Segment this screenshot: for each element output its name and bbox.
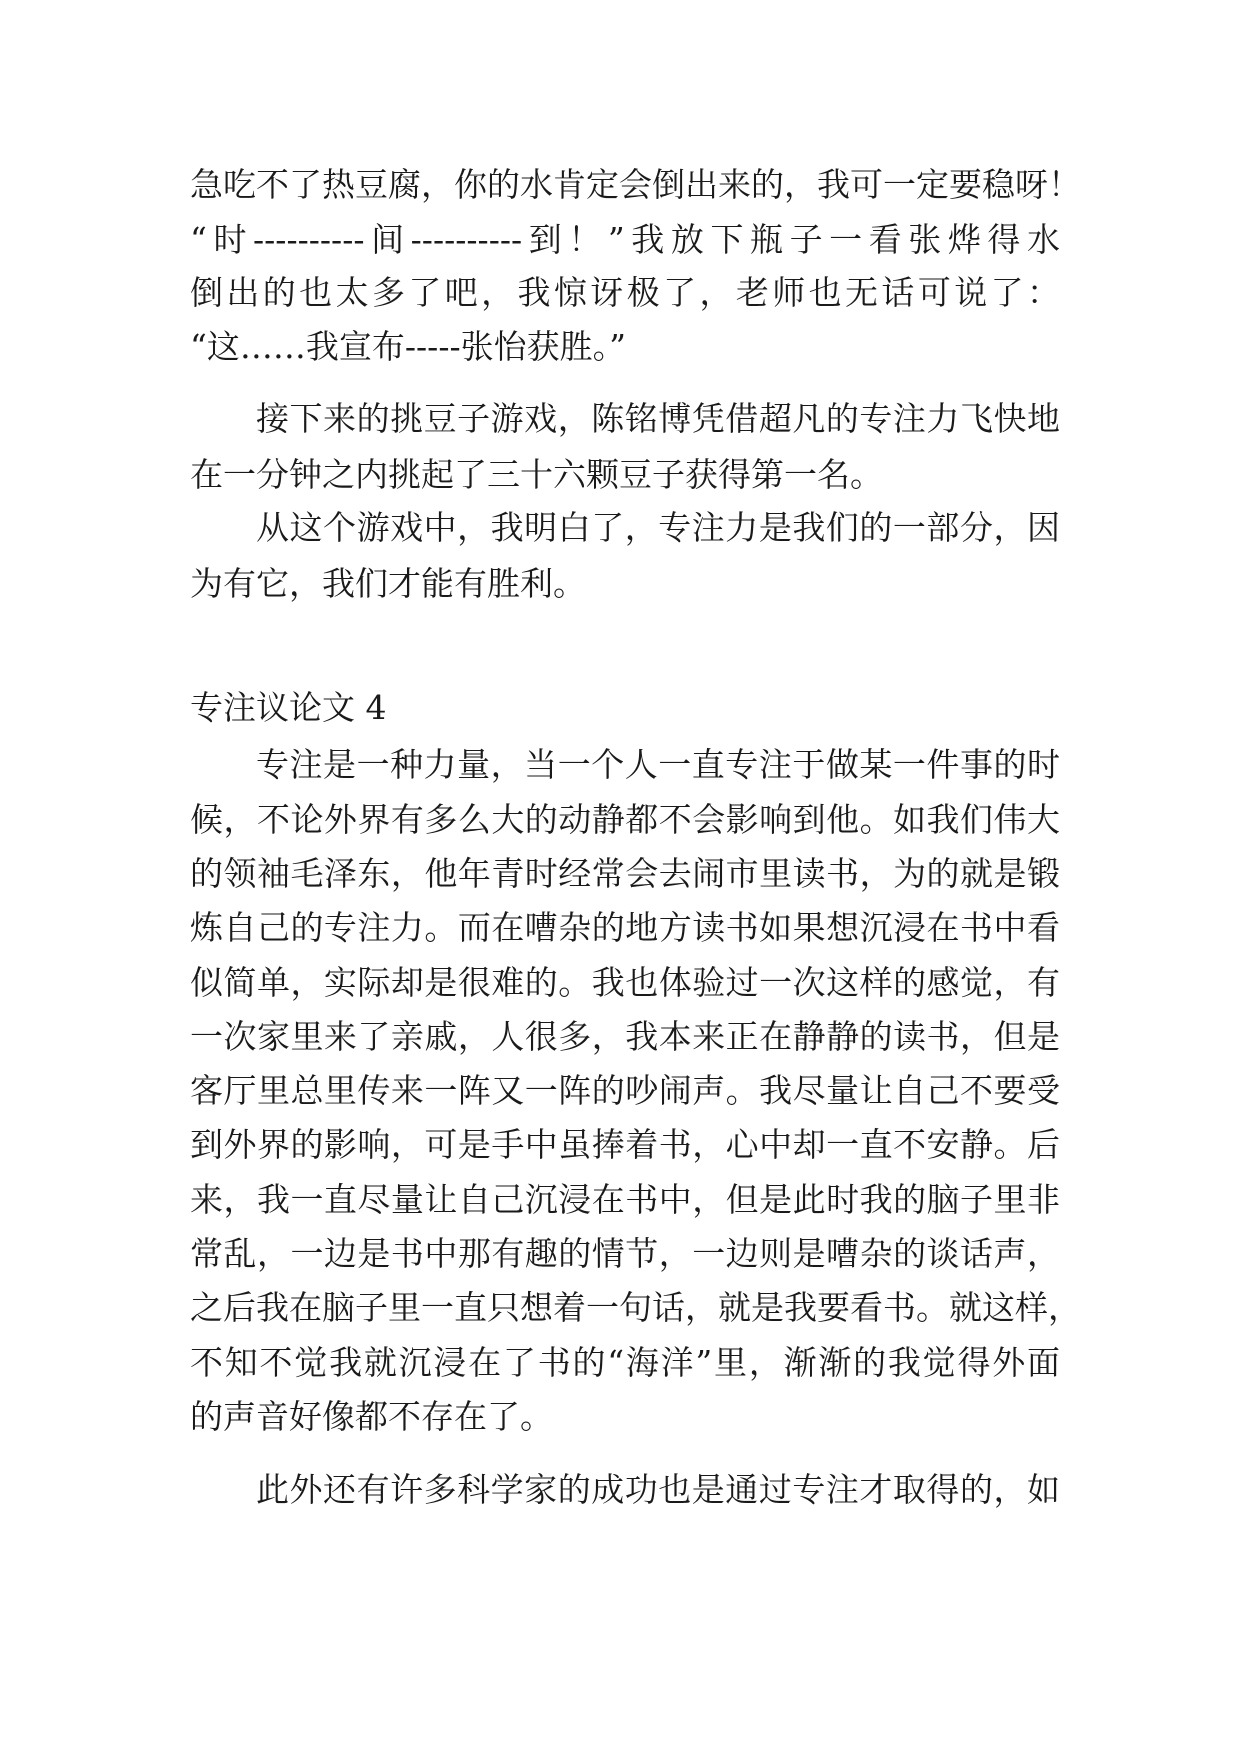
text-line: 接下来的挑豆子游戏，陈铭博凭借超凡的专注力飞快地 (256, 399, 1060, 438)
text-line: 专注是一种力量，当一个人一直专注于做某一件事的时 (256, 745, 1060, 784)
text-line: “时----------间----------到！”我放下瓶子一看张烨得水 (190, 220, 1060, 259)
text-line: 不知不觉我就沉浸在了书的“海洋”里，渐渐的我觉得外面 (190, 1343, 1060, 1382)
text-line: 在一分钟之内挑起了三十六颗豆子获得第一名。 (190, 455, 883, 494)
text-line: “这……我宣布-----张怡获胜。” (190, 327, 626, 366)
text-line: 炼自己的专注力。而在嘈杂的地方读书如果想沉浸在书中看 (190, 908, 1060, 947)
text-line: 的领袖毛泽东，他年青时经常会去闹市里读书，为的就是锻 (190, 854, 1060, 893)
section-heading: 专注议论文 4 (190, 688, 387, 727)
text-line: 似简单，实际却是很难的。我也体验过一次这样的感觉，有 (190, 963, 1060, 1002)
text-line: 客厅里总里传来一阵又一阵的吵闹声。我尽量让自己不要受 (190, 1071, 1060, 1110)
text-line: 急吃不了热豆腐，你的水肯定会倒出来的，我可一定要稳呀！ (190, 165, 1081, 204)
text-line: 常乱，一边是书中那有趣的情节，一边则是嘈杂的谈话声， (190, 1234, 1060, 1273)
text-line: 倒出的也太多了吧，我惊讶极了，老师也无话可说了： (190, 273, 1060, 312)
text-line: 到外界的影响，可是手中虽捧着书，心中却一直不安静。后 (190, 1125, 1060, 1164)
text-line: 的声音好像都不存在了。 (190, 1397, 553, 1436)
text-line: 此外还有许多科学家的成功也是通过专注才取得的，如 (256, 1470, 1060, 1509)
text-line: 候，不论外界有多么大的动静都不会影响到他。如我们伟大 (190, 800, 1060, 839)
text-line: 从这个游戏中，我明白了，专注力是我们的一部分，因 (256, 508, 1060, 547)
text-line: 来，我一直尽量让自己沉浸在书中，但是此时我的脑子里非 (190, 1180, 1060, 1219)
text-line: 一次家里来了亲戚，人很多，我本来正在静静的读书，但是 (190, 1017, 1060, 1056)
text-line: 为有它，我们才能有胜利。 (190, 564, 586, 603)
text-line: 之后我在脑子里一直只想着一句话，就是我要看书。就这样， (190, 1288, 1081, 1327)
